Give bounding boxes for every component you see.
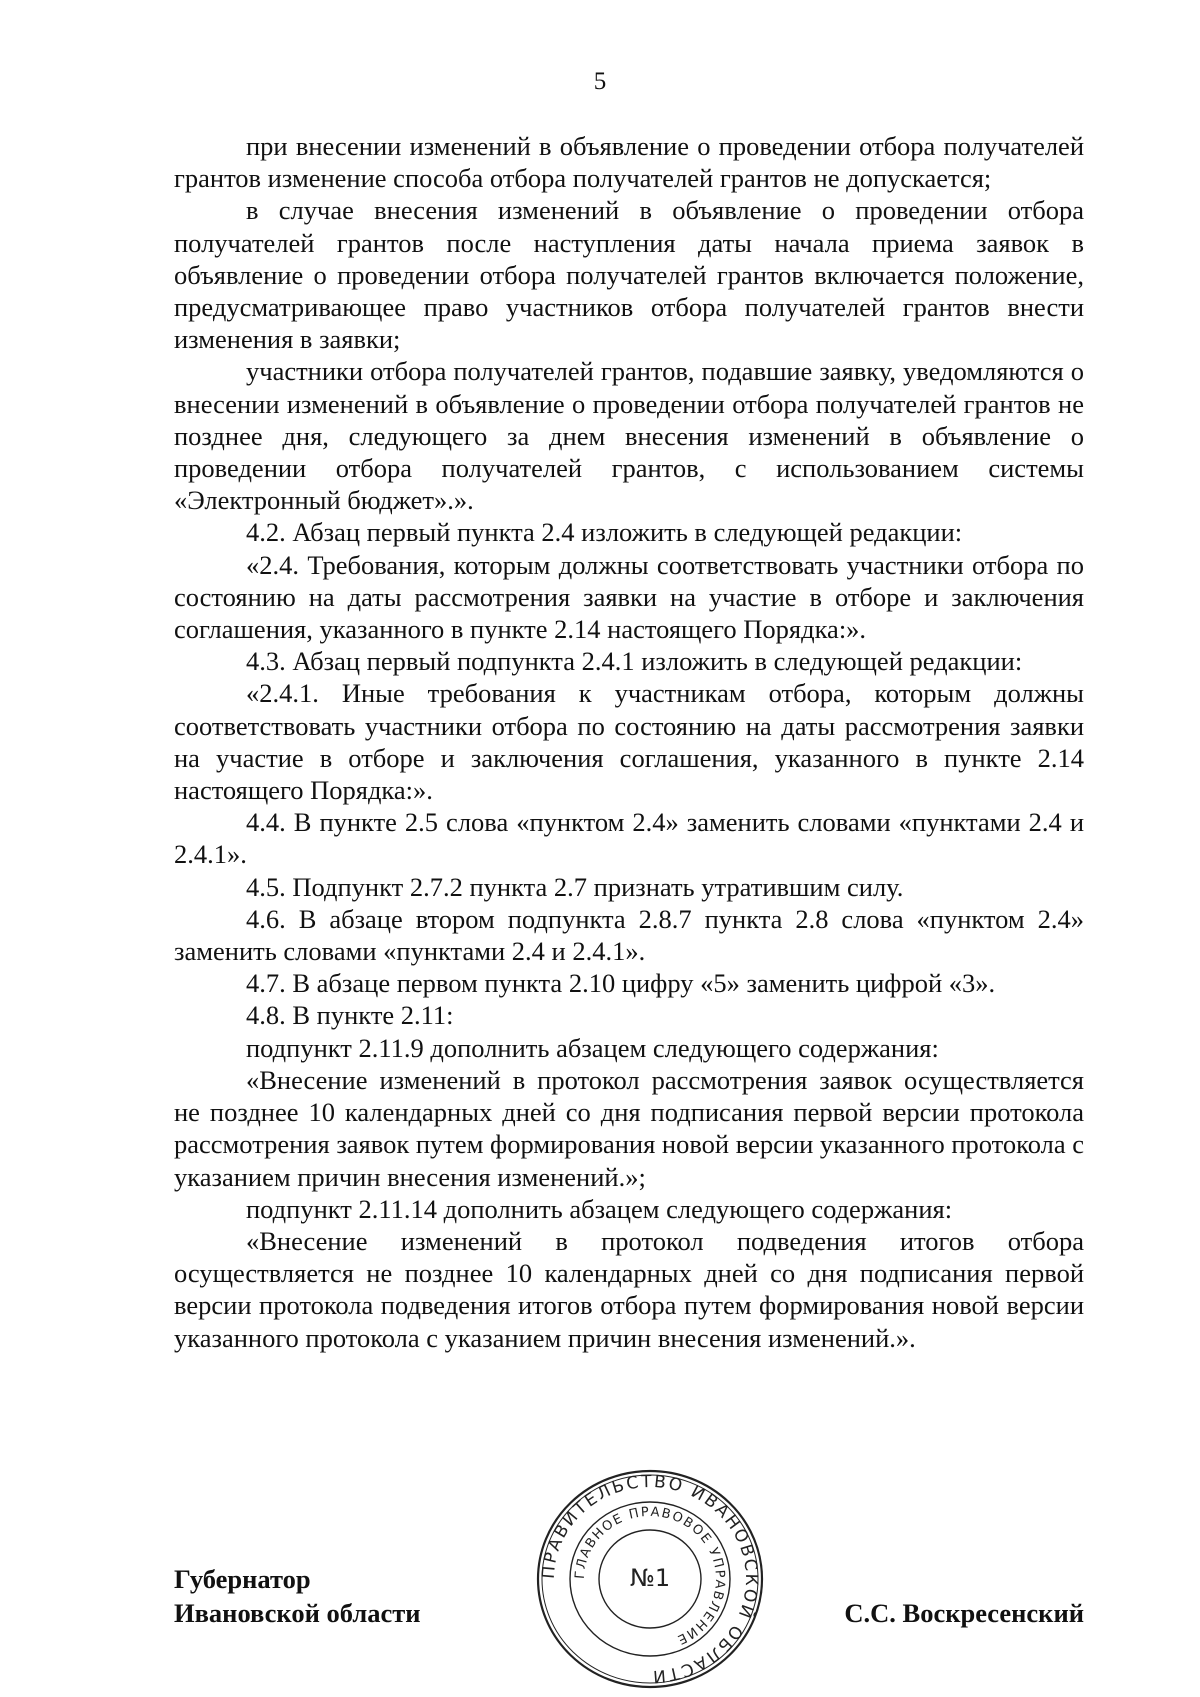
paragraph: в случае внесения изменений в объявление о проведении отбора получателей грантов после наступления даты начала приема заявок в объявление о проведении отбора получателей грантов включается положение, предусматривающее право участников отбора получателей грантов внести изменения в заявки; [174, 195, 1084, 355]
official-stamp [535, 1468, 765, 1690]
paragraph: «2.4.1. Иные требования к участникам отбора, которым должны соответствовать участники отбора по состоянию на даты рассмотрения заявки на участие в отборе и заключения соглашения, указанного в пункте 2.14 настоящего Порядка:». [174, 678, 1084, 806]
paragraph: 4.3. Абзац первый подпункта 2.4.1 изложить в следующей редакции: [246, 646, 1023, 677]
paragraph: подпункт 2.11.9 дополнить абзацем следующего содержания: [246, 1032, 939, 1063]
paragraph: участники отбора получателей грантов, подавшие заявку, уведомляются о внесении изменений в объявление о проведении отбора получателей грантов не позднее дня, следующего за днем внесения изменений в объявление о проведении отбора получателей грантов, с использованием системы «Электронный бюджет».». [174, 356, 1084, 516]
paragraph: при внесении изменений в объявление о проведении отбора получателей грантов изменение способа отбора получателей грантов не допускается; [174, 131, 1084, 194]
document-body [174, 130, 1084, 1354]
stamp-outer-text: ПРАВИТЕЛЬСТВО ИВАНОВСКОЙ ОБЛАСТИ [538, 1471, 762, 1687]
paragraph: 4.8. В пункте 2.11: [246, 1000, 454, 1031]
paragraph: 4.2. Абзац первый пункта 2.4 изложить в следующей редакции: [246, 517, 963, 548]
signatory-title [174, 1562, 421, 1630]
paragraph: 4.4. В пункте 2.5 слова «пунктом 2.4» заменить словами «пунктами 2.4 и 2.4.1». [174, 807, 1084, 870]
signatory-name: С.С. Воскресенский [844, 1598, 1084, 1628]
paragraph: «2.4. Требования, которым должны соответствовать участники отбора по состоянию на даты рассмотрения заявки на участие в отборе и заключения соглашения, указанного в пункте 2.14 настоящего Порядка:». [174, 549, 1084, 645]
paragraph: подпункт 2.11.14 дополнить абзацем следующего содержания: [246, 1193, 953, 1224]
stamp-number: №1 [629, 1564, 671, 1592]
signatory-title-line1: Губернатор [174, 1564, 311, 1594]
paragraph: 4.7. В абзаце первом пункта 2.10 цифру «5» заменить цифрой «3». [246, 968, 996, 999]
paragraph: «Внесение изменений в протокол подведения итогов отбора осуществляется не позднее 10 календарных дней со дня подписания первой версии протокола подведения итогов отбора путем формирования новой версии указанного протокола с указанием причин внесения изменений.». [174, 1225, 1084, 1353]
paragraph: 4.5. Подпункт 2.7.2 пункта 2.7 признать утратившим силу. [246, 871, 904, 902]
paragraph: «Внесение изменений в протокол рассмотрения заявок осуществляется не позднее 10 календарных дней со дня подписания первой версии протокола рассмотрения заявок путем формирования новой версии указанного протокола с указанием причин внесения изменений.»; [174, 1064, 1084, 1192]
paragraph: 4.6. В абзаце втором подпункта 2.8.7 пункта 2.8 слова «пунктом 2.4» заменить словами «пунктами 2.4 и 2.4.1». [174, 903, 1084, 967]
stamp-inner-text: ГЛАВНОЕ ПРАВОВОЕ УПРАВЛЕНИЕ [572, 1504, 728, 1648]
signatory-title-line2: Ивановской области [174, 1598, 421, 1628]
page-number: 5 [593, 68, 607, 95]
